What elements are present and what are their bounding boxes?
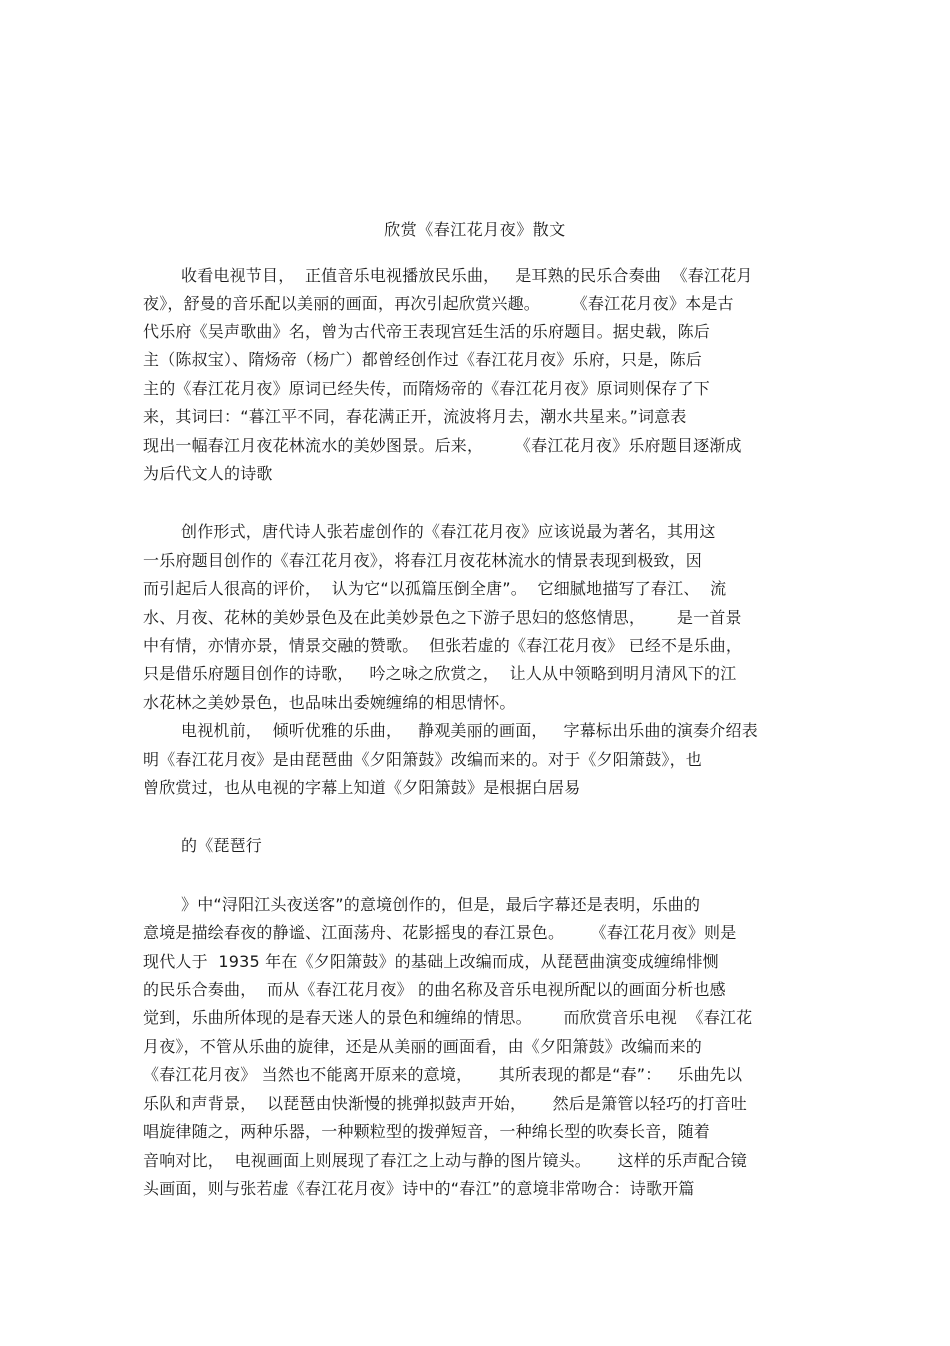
text-line: 来，其词曰：“暮江平不同，春花满正开，流波将月去，潮水共星来。”词意表 [143, 407, 687, 426]
text-line: 头画面，则与张若虚《春江花月夜》诗中的“春江”的意境非常吻合：诗歌开篇 [143, 1179, 695, 1198]
text-line: 为后代文人的诗歌 [143, 464, 273, 483]
document-title: 欣赏《春江花月夜》散文 [384, 220, 566, 239]
text-line: 意境是描绘春夜的静谧、江面荡舟、花影摇曳的春江景色。 《春江花月夜》则是 [143, 923, 737, 942]
text-line: 主的《春江花月夜》原词已经失传，而隋炀帝的《春江花月夜》原词则保存了下 [143, 379, 711, 398]
text-line: 收看电视节目， 正值音乐电视播放民乐曲， 是耳熟的民乐合奏曲 《春江花月 [181, 266, 753, 285]
text-line: 》中“浔阳江头夜送客”的意境创作的，但是，最后字幕还是表明，乐曲的 [181, 895, 701, 914]
text-line: 《春江花月夜》 当然也不能离开原来的意境， 其所表现的都是“春”： 乐曲先以 [143, 1065, 743, 1084]
text-line: 唱旋律随之，两种乐器，一种颗粒型的拨弹短音，一种绵长型的吹奏长音，随着 [143, 1122, 711, 1141]
text-line: 而引起后人很高的评价， 认为它“以孤篇压倒全唐”。 它细腻地描写了春江、 流 [143, 579, 727, 598]
text-line: 乐队和声背景， 以琵琶由快渐慢的挑弹拟鼓声开始， 然后是箫管以轻巧的打音吐 [143, 1094, 748, 1113]
text-line: 的《琵琶行 [181, 836, 263, 855]
text-line: 音响对比， 电视画面上则展现了春江之上动与静的图片镜头。 这样的乐声配合镜 [143, 1151, 748, 1170]
text-line: 的民乐合奏曲， 而从《春江花月夜》 的曲名称及音乐电视所配以的画面分析也感 [143, 980, 726, 999]
text-line: 只是借乐府题目创作的诗歌， 吟之咏之欣赏之， 让人从中领略到明月清风下的江 [143, 664, 737, 683]
text-line: 代乐府《吴声歌曲》名，曾为古代帝王表现宫廷生活的乐府题目。据史载，陈后 [143, 322, 711, 341]
text-line: 明《春江花月夜》是由琵琶曲《夕阳箫鼓》改编而来的。对于《夕阳箫鼓》，也 [143, 750, 703, 769]
text-line: 电视机前， 倾听优雅的乐曲， 静观美丽的画面， 字幕标出乐曲的演奏介绍表 [181, 721, 758, 740]
text-line: 现出一幅春江月夜花林流水的美妙图景。后来， 《春江花月夜》乐府题目逐渐成 [143, 436, 742, 455]
text-line: 水、月夜、花林的美妙景色及在此美妙景色之下游子思妇的悠悠情思， 是一首景 [143, 608, 742, 627]
text-line: 主（陈叔宝）、隋炀帝（杨广）都曾经创作过《春江花月夜》乐府，只是，陈后 [143, 350, 703, 369]
text-line: 一乐府题目创作的《春江花月夜》，将春江月夜花林流水的情景表现到极致，因 [143, 551, 703, 570]
text-line: 月夜》，不管从乐曲的旋律，还是从美丽的画面看，由《夕阳箫鼓》改编而来的 [143, 1037, 703, 1056]
text-line: 觉到，乐曲所体现的是春天迷人的景色和缠绵的情思。 而欣赏音乐电视 《春江花 [143, 1008, 753, 1027]
text-line: 现代人于 1935 年在《夕阳箫鼓》的基础上改编而成，从琵琶曲演变成缠绵悱恻 [143, 952, 719, 971]
text-line: 创作形式，唐代诗人张若虚创作的《春江花月夜》应该说最为著名，其用这 [181, 522, 716, 541]
text-line: 中有情，亦情亦景，情景交融的赞歌。 但张若虚的《春江花月夜》 已经不是乐曲， [143, 636, 743, 655]
text-line: 水花林之美妙景色，也品味出委婉缠绵的相思情怀。 [143, 693, 516, 712]
text-line: 夜》，舒曼的音乐配以美丽的画面，再次引起欣赏兴趣。 《春江花月夜》本是古 [143, 294, 734, 313]
text-line: 曾欣赏过，也从电视的字幕上知道《夕阳箫鼓》是根据白居易 [143, 778, 581, 797]
